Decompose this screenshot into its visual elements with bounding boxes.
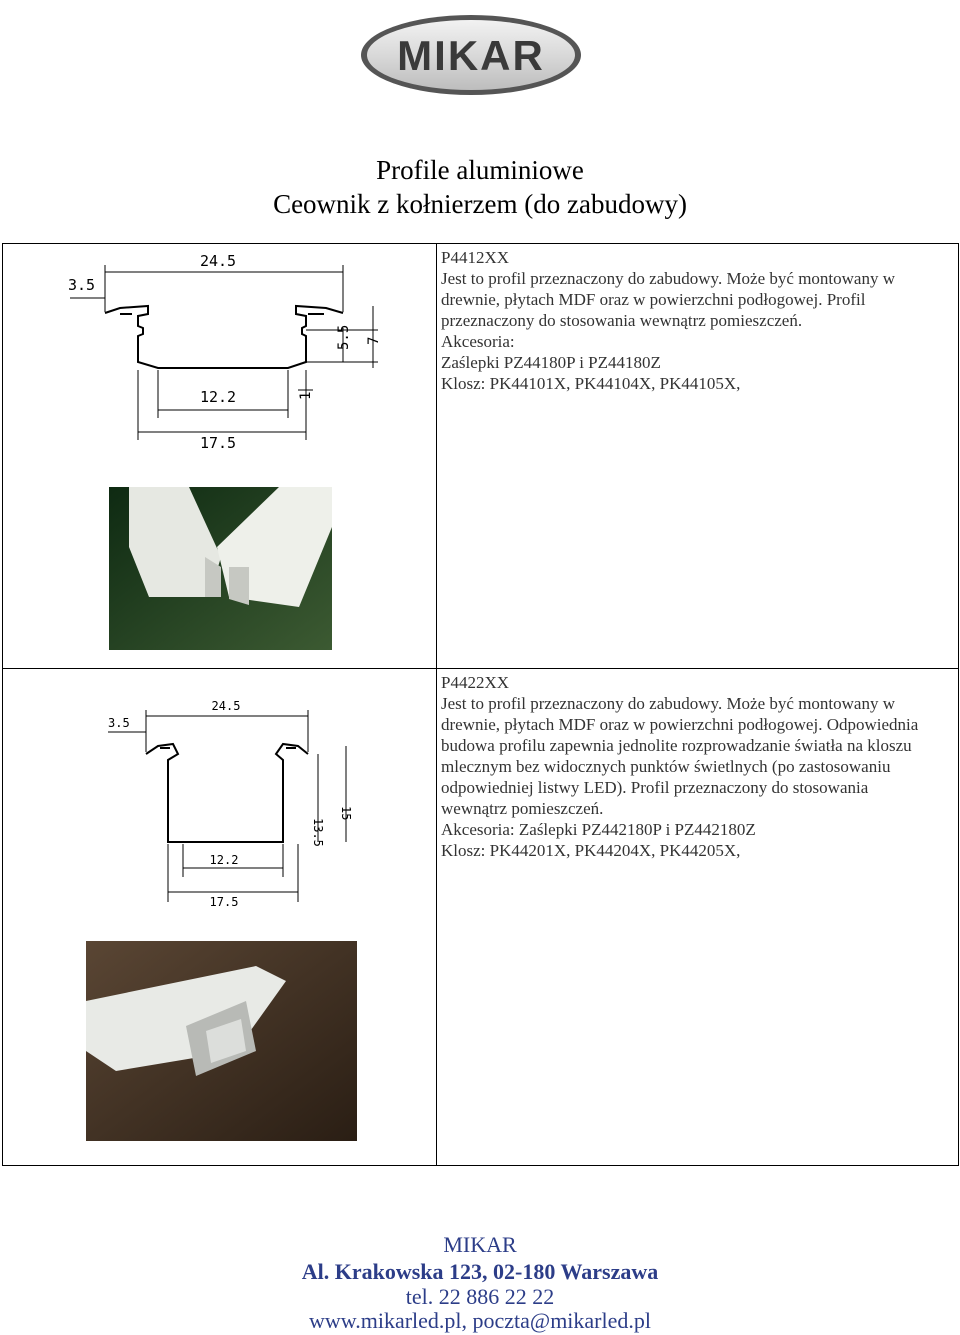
desc-line: Akcesoria: — [441, 332, 515, 351]
desc-line: Klosz: PK44201X, PK44204X, PK44205X, — [441, 841, 741, 860]
desc-line: mlecznym bez widocznych punktów świetlnych (po zastosowaniu — [441, 757, 891, 776]
footer-company: MIKAR — [443, 1232, 517, 1257]
profile-drawing-p4412 — [58, 250, 388, 460]
desc-line: Klosz: PK44101X, PK44104X, PK44105X, — [441, 374, 741, 393]
dim-top: 24.5 — [211, 699, 241, 713]
page-title: Profile aluminiowe — [376, 155, 584, 185]
desc-line: Jest to profil przeznaczony do zabudowy. Może być montowany w — [441, 694, 895, 713]
dim-inner: 12.2 — [209, 853, 239, 867]
svg-text:MIKAR: MIKAR — [397, 32, 545, 79]
desc-line: drewnie, płytach MDF oraz w powierzchni podłogowej. Odpowiednia — [441, 715, 919, 734]
footer-address: Al. Krakowska 123, 02-180 Warszawa — [301, 1259, 659, 1284]
dim-thick: 1 — [298, 391, 314, 400]
column-divider — [436, 244, 437, 1165]
dim-h1: 5.5 — [336, 324, 352, 350]
desc-line: Zaślepki PZ44180P i PZ44180Z — [441, 353, 661, 372]
desc-line: budowa profilu zapewnia jednolite rozprowadzanie światła na kloszu — [441, 736, 912, 755]
product-table — [2, 243, 959, 1166]
dim-outer: 17.5 — [209, 895, 239, 909]
product-photo-p4412 — [109, 487, 332, 650]
dim-h2: 7 — [366, 336, 382, 345]
dim-inner: 12.2 — [199, 388, 237, 406]
dim-h1: 13.5 — [311, 818, 325, 847]
dim-top: 24.5 — [199, 252, 237, 270]
footer-contact-link[interactable]: www.mikarled.pl, poczta@mikarled.pl — [308, 1308, 651, 1333]
desc-line: wewnątrz pomieszczeń. — [441, 799, 604, 818]
product-code: P4412XX — [441, 248, 510, 267]
product-description-p4412 — [441, 247, 941, 394]
desc-line: Akcesoria: Zaślepki PZ442180P i PZ442180Z — [441, 820, 756, 839]
profile-drawing-p4422 — [98, 692, 368, 912]
dim-outer: 17.5 — [199, 434, 237, 452]
desc-line: drewnie, płytach MDF oraz w powierzchni podłogowej. Profil — [441, 290, 866, 309]
mikar-logo — [358, 12, 584, 98]
dim-flange: 3.5 — [108, 716, 130, 730]
dim-h2: 15 — [339, 806, 353, 821]
product-description-p4422 — [441, 672, 941, 861]
product-photo-p4422 — [86, 941, 357, 1141]
footer-phone: tel. 22 886 22 22 — [405, 1284, 555, 1309]
dim-flange: 3.5 — [68, 276, 96, 294]
desc-line: przeznaczony do stosowania wewnątrz pomieszczeń. — [441, 311, 803, 330]
product-code: P4422XX — [441, 673, 510, 692]
desc-line: Jest to profil przeznaczony do zabudowy. Może być montowany w — [441, 269, 895, 288]
row-divider — [3, 668, 958, 669]
desc-line: odpowiedniej listwy LED). Profil przeznaczony do stosowania — [441, 778, 869, 797]
page-subtitle: Ceownik z kołnierzem (do zabudowy) — [273, 189, 687, 219]
